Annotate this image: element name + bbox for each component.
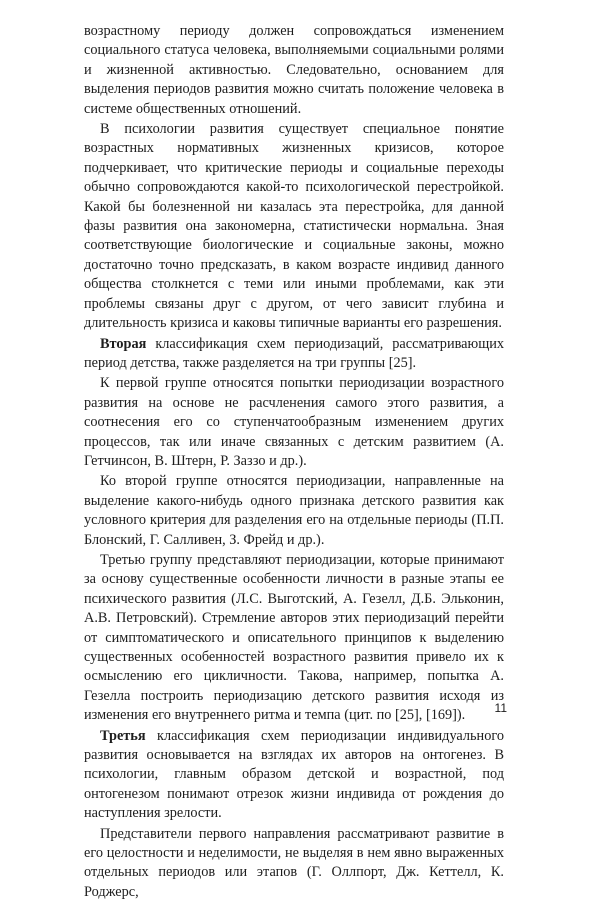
body-text xyxy=(84,22,504,902)
paragraph-6 xyxy=(84,551,504,726)
paragraph-4-text: К первой группе относятся попытки периодизации возрастного развития на основе не расчленения самого этого развития, а соотнесения его со ступенчатообразным изменением других процессов, так или иначе связанных с детским развитием (А. Гетчинсон, В. Штерн, Р. Заззо и др.). xyxy=(84,375,504,469)
paragraph-8 xyxy=(84,825,504,902)
paragraph-7-lead-word: Третья xyxy=(100,727,146,744)
paragraph-1-text: возрастному периоду должен сопровождаться изменением социального статуса человека, выполняемыми социальными ролями и жизненной активностью. Следовательно, основанием для выделения периодов развития можно считать положение человека в системе общественных отношений. xyxy=(84,23,504,117)
paragraph-4 xyxy=(84,374,504,471)
paragraph-7 xyxy=(84,727,504,824)
paragraph-5 xyxy=(84,472,504,550)
paragraph-3-lead-word: Вторая xyxy=(100,335,147,352)
paragraph-2 xyxy=(84,120,504,333)
paragraph-1 xyxy=(84,22,504,119)
page-number: 11 xyxy=(494,701,507,715)
paragraph-8-text: Представители первого направления рассматривают развитие в его целостности и неделимости, не выделяя в нем явно выраженных отдельных периодов или этапов (Г. Оллпорт, Дж. Кеттелл, К. Роджерс, xyxy=(84,825,504,900)
paragraph-6-text: Третью группу представляют периодизации, которые принимают за основу существенные особенности личности в разные этапы ее психического развития (Л.С. Выготский, А. Гезелл, Д.Б. Эльконин, А.В. Петровский). Стремление авторов этих периодизаций перейти от симптоматического и описательного принципов к выделению существенных особенностей возрастного развития привело их к осмыслению его цикличности. Такова, например, попытка А. Гезелла построить периодизацию детского развития исходя из изменения его внутреннего ритма и темпа (цит. по [25], [169]). xyxy=(84,551,504,724)
paragraph-7-text: классификация схем периодизации индивидуального развития основывается на взглядах их авторов на онтогенез. В психологии, главным образом детской и возрастной, под онтогенезом понимают отрезок жизни индивида от рождения до наступления зрелости. xyxy=(84,727,504,822)
paragraph-3 xyxy=(84,335,504,374)
paragraph-5-text: Ко второй группе относятся периодизации, направленные на выделение какого-нибудь одного признака детского развития как условного критерия для разделения его на отдельные периоды (П.П. Блонский, Г. Салливен, З. Фрейд и др.). xyxy=(84,473,504,548)
paragraph-2-text: В психологии развития существует специальное понятие возрастных нормативных жизненных кризисов, которое подчеркивает, что критические периоды и социальные переходы обычно сопровождаются какой-то психологической перестройкой. Какой бы болезненной ни казалась эта перестройка, для данной фазы развития она закономерна, статистически нормальна. Зная соответствующие биологические и социальные законы, можно достаточно точно предсказать, в каком возрасте индивид данного общества столкнется с теми или иными проблемами, как эти проблемы связаны друг с другом, от чего зависит глубина и длительность кризиса и каковы типичные варианты его разрешения. xyxy=(84,121,504,332)
paragraph-3-text: классификация схем периодизаций, рассматривающих период детства, также разделяется на три группы [25]. xyxy=(84,335,504,371)
